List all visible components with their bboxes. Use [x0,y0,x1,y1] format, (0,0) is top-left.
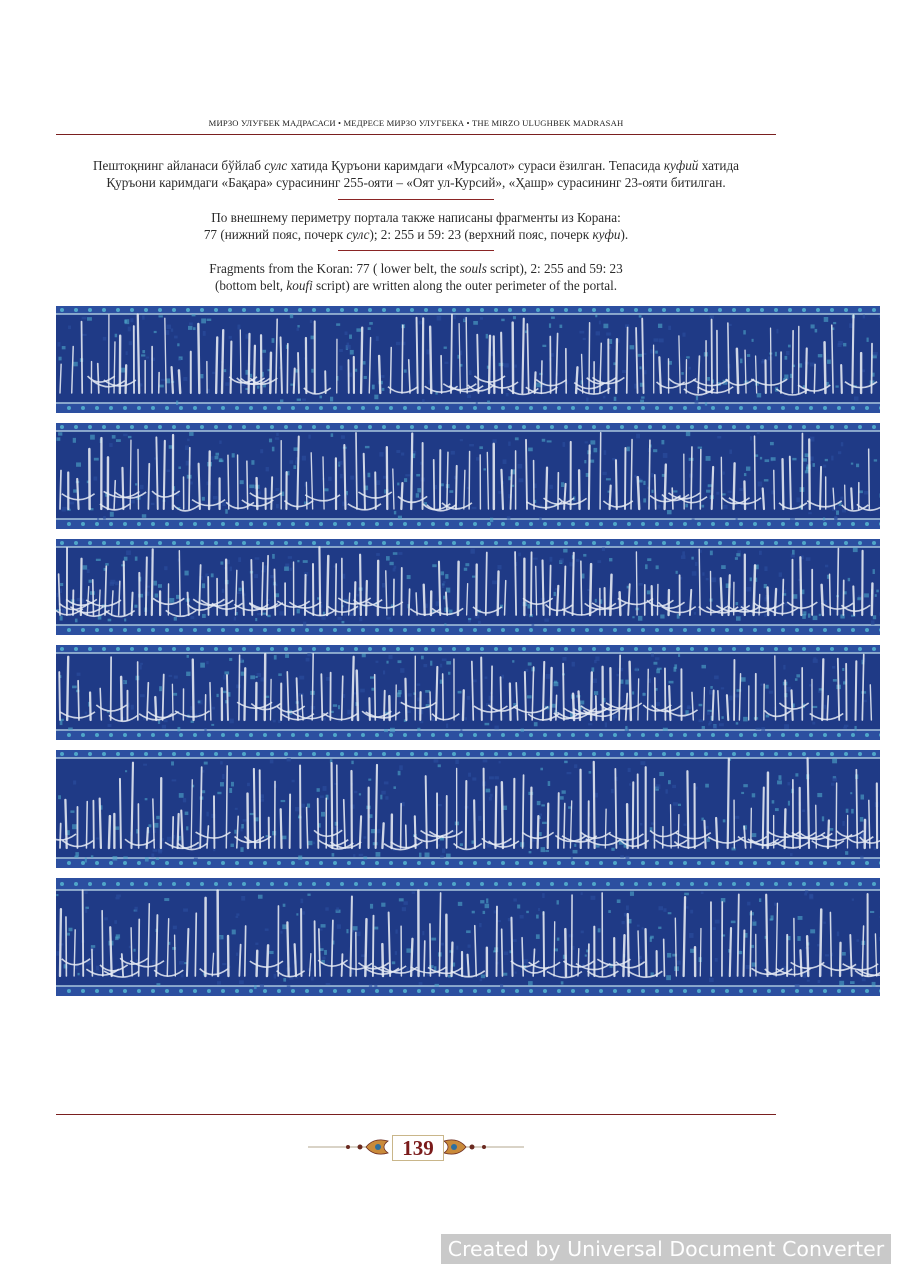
page-number: 139 [392,1135,444,1161]
tile-inscription-image [56,306,880,413]
caption-russian [0,209,832,243]
text-run: script), 2: 255 and 59: 23 [486,261,623,276]
caption-uzbek-line-2: Қуръони каримдаги «Бақара» сурасининг 255-ояти – «Оят ул-Курсий», «Ҳашр» сурасининг 23-ояти битилган. [106,175,726,190]
script-term: куфий [663,158,699,173]
text-run: script) are written along the outer perimeter of the portal. [312,278,618,293]
text-run: 77 (нижний пояс, почерк [203,227,347,242]
divider [338,199,494,200]
page-number-ornament [308,1135,524,1161]
script-term: koufi [286,278,313,293]
caption-russian-line-2 [0,226,832,243]
caption-english-line-1 [0,260,832,277]
inscription-photo-5 [56,750,880,868]
caption-russian-line-1: По внешнему периметру портала также написаны фрагменты из Корана: [211,210,621,225]
script-term: куфи [592,227,621,242]
text-run: (bottom belt, [214,278,287,293]
caption-english-line-2 [0,277,832,294]
inscription-photo-4 [56,645,880,740]
caption-uzbek-line-1 [0,157,832,174]
inscription-photo-1 [56,306,880,413]
inscription-photo-2 [56,423,880,529]
text-run: Fragments from the Koran: 77 ( lower belt, the [209,261,460,276]
caption-uzbek [0,157,832,191]
running-head: МИРЗО УЛУҒБЕК МАДРАСАСИ • МЕДРЕСЕ МИРЗО УЛУГБЕКА • THE MIRZO ULUGHBEK MADRASAH [208,118,624,128]
text-run: ). [620,227,629,242]
tile-inscription-image [56,878,880,996]
header-rule [56,134,776,135]
text-run: хатида [698,158,740,173]
text-run: Пештоқнинг айланаси бўйлаб [92,158,265,173]
converter-watermark: Created by Universal Document Converter [441,1234,891,1264]
script-term: сулс [264,158,288,173]
tile-inscription-image [56,539,880,635]
text-run: хатида Қуръони каримдаги «Мурсалот» сураси ёзилган. Тепасида [287,158,664,173]
tile-inscription-image [56,645,880,740]
inscription-photo-3 [56,539,880,635]
script-term: сулс [346,227,370,242]
script-term: souls [459,261,487,276]
inscription-photo-6 [56,878,880,996]
tile-inscription-image [56,750,880,868]
footer-rule [56,1114,776,1115]
divider [338,250,494,251]
tile-inscription-image [56,423,880,529]
caption-english [0,260,832,294]
text-run: ); 2: 255 и 59: 23 (верхний пояс, почерк [369,227,593,242]
